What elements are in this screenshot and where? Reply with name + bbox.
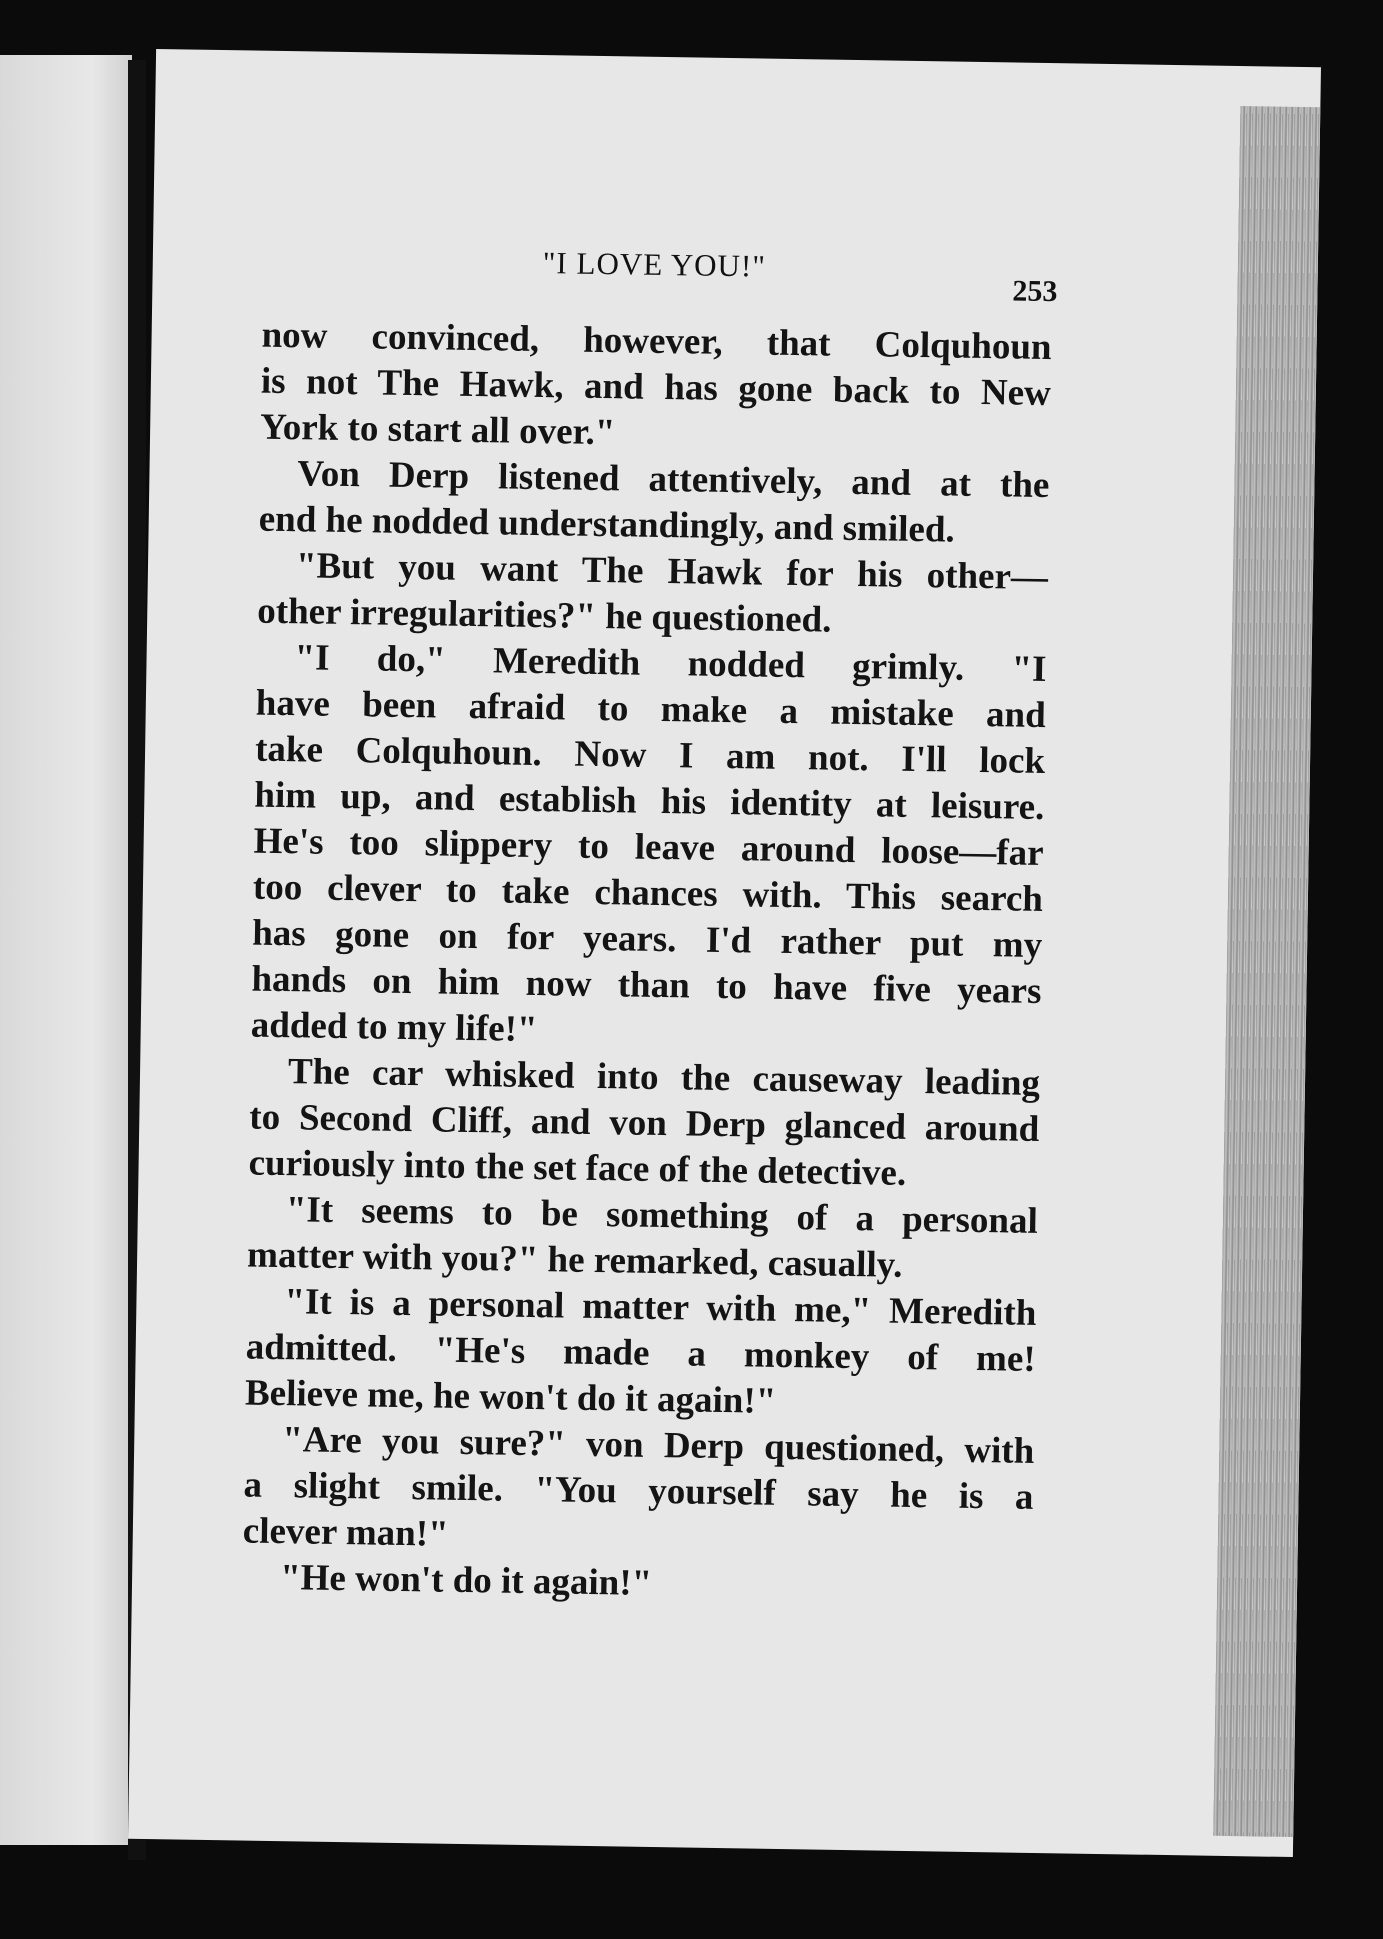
text-line: too clever to take chances with. This search [252,866,1044,920]
text-line: him up, and establish his identity at leisure. [254,774,1045,829]
page-edge-stack [1213,106,1320,1837]
text-line: "He won't do it again!" [279,1557,653,1604]
text-line: added to my life!" [250,1004,538,1051]
text-line: "I do," Meredith nodded grimly. "I [294,637,1047,691]
body-text [242,313,1052,1613]
text-line: end he nodded understandingly, and smiled. [258,498,956,551]
text-line: "It seems to be something of a personal [285,1189,1039,1242]
text-line: "It is a personal matter with me," Meredith [284,1281,1037,1334]
text-line: to Second Cliff, and von Derp glanced around [249,1096,1040,1150]
chapter-title: "I LOVE YOU!" [542,245,767,284]
text-line: matter with you?" he remarked, casually. [246,1234,903,1286]
text-line: hands on him now than to have five years [251,958,1042,1012]
text-line: is not The Hawk, and has gone back to New [260,360,1052,415]
text-line: curiously into the set face of the detective. [248,1142,907,1194]
text-line: "But you want The Hawk for his other— [295,545,1049,599]
page-number: 253 [1012,274,1058,309]
text-line: have been afraid to make a mistake and [255,682,1047,737]
text-line: "Are you sure?" von Derp questioned, with [281,1419,1035,1472]
left-page-edge [0,55,132,1845]
book-page [128,49,1321,1857]
text-line: admitted. "He's made a monkey of me! [245,1326,1036,1380]
text-line: Von Derp listened attentively, and at the [297,453,1050,507]
text-line: The car whisked into the causeway leading [287,1051,1041,1104]
text-line: take Colquhoun. Now I am not. I'll lock [254,728,1046,783]
text-line: a slight smile. "You yourself say he is a [243,1464,1034,1518]
text-line: clever man!" [242,1510,449,1555]
text-line: other irregularities?" he questioned. [256,590,832,641]
text-line: has gone on for years. I'd rather put my [251,912,1043,966]
text-line: Believe me, he won't do it again!" [244,1372,777,1422]
running-header [152,239,1318,317]
text-line: He's too slippery to leave around loose—far [253,820,1044,874]
text-line: York to start all over." [259,406,616,454]
text-line: now convinced, however, that Colquhoun [261,314,1052,369]
